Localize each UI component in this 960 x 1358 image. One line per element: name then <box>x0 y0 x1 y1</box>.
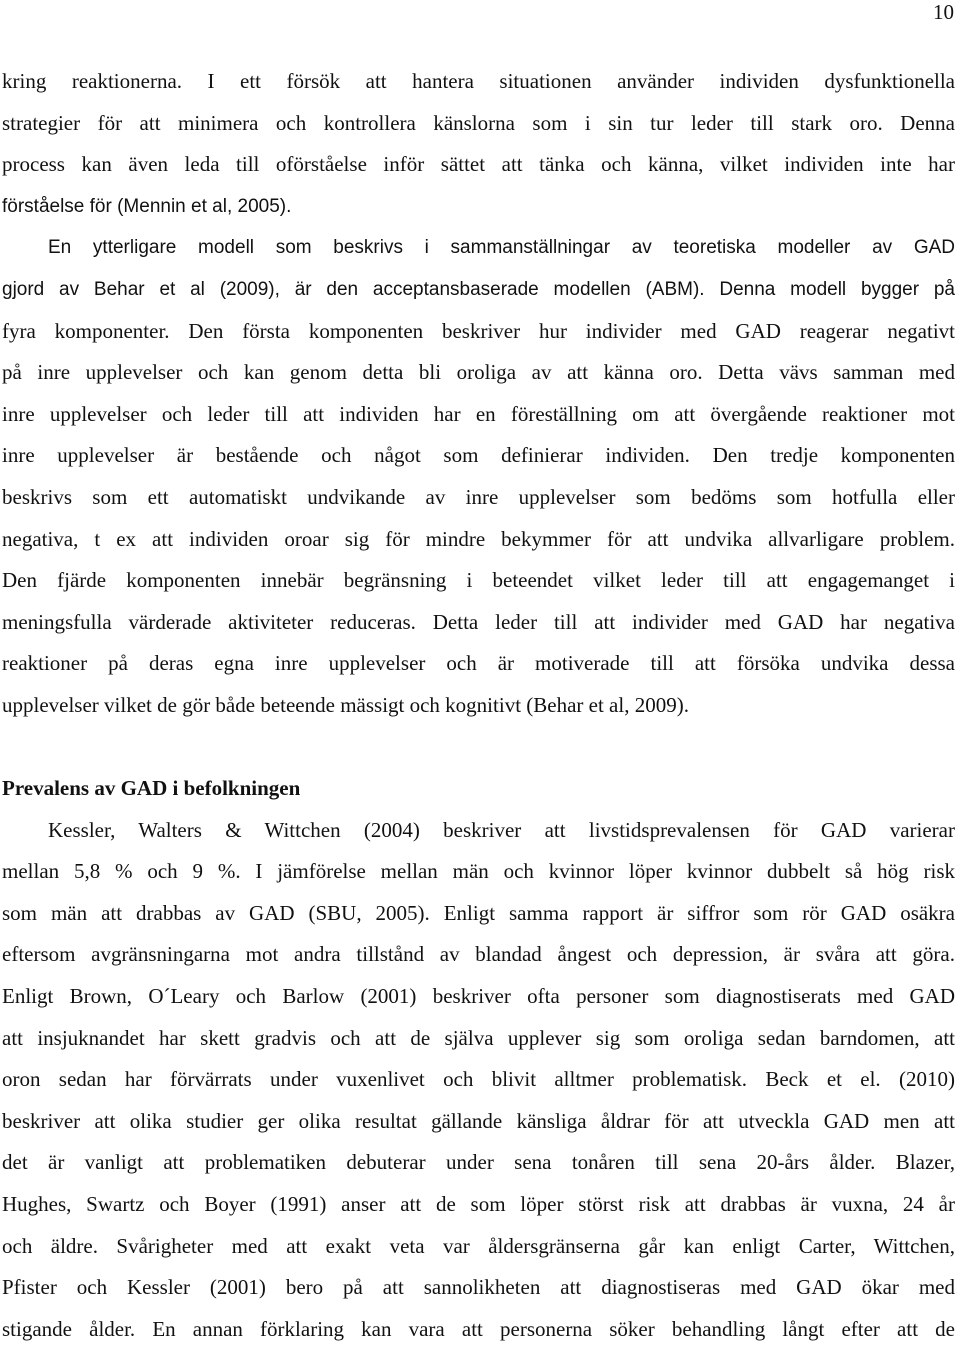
paragraph <box>2 61 955 227</box>
text-line: på inre upplevelser och kan genom detta bli oroliga av att känna oro. Detta vävs samman med <box>2 360 955 385</box>
section <box>2 768 955 1350</box>
page-number: 10 <box>933 0 954 24</box>
text-line: fyra komponenter. Den första komponenten beskriver hur individer med GAD reagerar negativt <box>2 318 955 343</box>
paragraph <box>2 227 955 726</box>
text-line: förståelse för (Mennin et al, 2005). <box>2 195 292 217</box>
text-line: Enligt Brown, O´Leary och Barlow (2001) beskriver ofta personer som diagnostiserats med GAD <box>2 984 955 1009</box>
text-line: att insjuknandet har skett gradvis och att de själva upplever sig som oroliga sedan barndomen, att <box>2 1025 955 1050</box>
text-line: En ytterligare modell som beskrivs i sammanställningar av teoretiska modeller av GAD <box>48 237 955 259</box>
text-line: inre upplevelser och leder till att individen har en föreställning om att övergående reaktioner mot <box>2 401 955 426</box>
text-line: beskriver att olika studier ger olika resultat gällande känsliga åldrar för att utveckla GAD men att <box>2 1108 955 1133</box>
text-line: negativa, t ex att individen oroar sig för mindre bekymmer för att undvika allvarligare problem. <box>2 526 955 551</box>
text-line: process kan även leda till oförståelse inför sättet att tänka och känna, vilket individen inte har <box>2 152 955 177</box>
text-line: reaktioner på deras egna inre upplevelser och är motiverade till att försöka undvika dessa <box>2 651 955 676</box>
text-line: mellan 5,8 % och 9 %. I jämförelse mellan män och kvinnor löper kvinnor dubbelt så hög risk <box>2 859 955 884</box>
text-line: och äldre. Svårigheter med att exakt veta var åldersgränserna går kan enligt Carter, Wittchen, <box>2 1233 955 1258</box>
text-line: strategier för att minimera och kontrollera känslorna som i sin tur leder till stark oro. Denna <box>2 110 955 135</box>
text-line: upplevelser vilket de gör både beteende mässigt och kognitivt (Behar et al, 2009). <box>2 692 689 717</box>
text-line: kring reaktionerna. I ett försök att hantera situationen använder individen dysfunktionella <box>2 69 955 93</box>
text-line: eftersom avgränsningarna mot andra tillstånd av blandad ångest och depression, är svåra att göra. <box>2 942 955 967</box>
text-line: Den fjärde komponenten innebär begränsning i beteendet vilket leder till att engagemanget i <box>2 568 955 593</box>
text-line: inre upplevelser är bestående och något som definierar individen. Den tredje komponenten <box>2 443 955 468</box>
text-line: det är vanligt att problematiken debuterar under sena tonåren till sena 20-års ålder. Blazer, <box>2 1150 955 1175</box>
text-line: Kessler, Walters & Wittchen (2004) beskriver att livstidsprevalensen för GAD varierar <box>48 817 955 842</box>
text-line: gjord av Behar et al (2009), är den acceptansbaserade modellen (ABM). Denna modell bygger på <box>2 278 955 300</box>
text-line: som män att drabbas av GAD (SBU, 2005). Enligt samma rapport är siffror som rör GAD osäkra <box>2 900 955 925</box>
text-line: oron sedan har förvärrats under vuxenlivet och blivit alltmer problematisk. Beck et el. (2010) <box>2 1067 955 1092</box>
text-line: beskrivs som ett automatiskt undvikande av inre upplevelser som bedöms som hotfulla eller <box>2 484 955 509</box>
text-line: Hughes, Swartz och Boyer (1991) anser att de som löper störst risk att drabbas är vuxna, 24 år <box>2 1192 955 1217</box>
text-line: Pfister och Kessler (2001) bero på att sannolikheten att diagnostiseras med GAD ökar med <box>2 1275 955 1300</box>
text-line: stigande ålder. En annan förklaring kan vara att personerna söker behandling långt efter att de <box>2 1316 955 1341</box>
document-body <box>2 61 955 1350</box>
section-heading: Prevalens av GAD i befolkningen <box>2 776 301 801</box>
section-spacer <box>2 727 955 769</box>
text-line: meningsfulla värderade aktiviteter reduceras. Detta leder till att individer med GAD har negativa <box>2 609 955 634</box>
